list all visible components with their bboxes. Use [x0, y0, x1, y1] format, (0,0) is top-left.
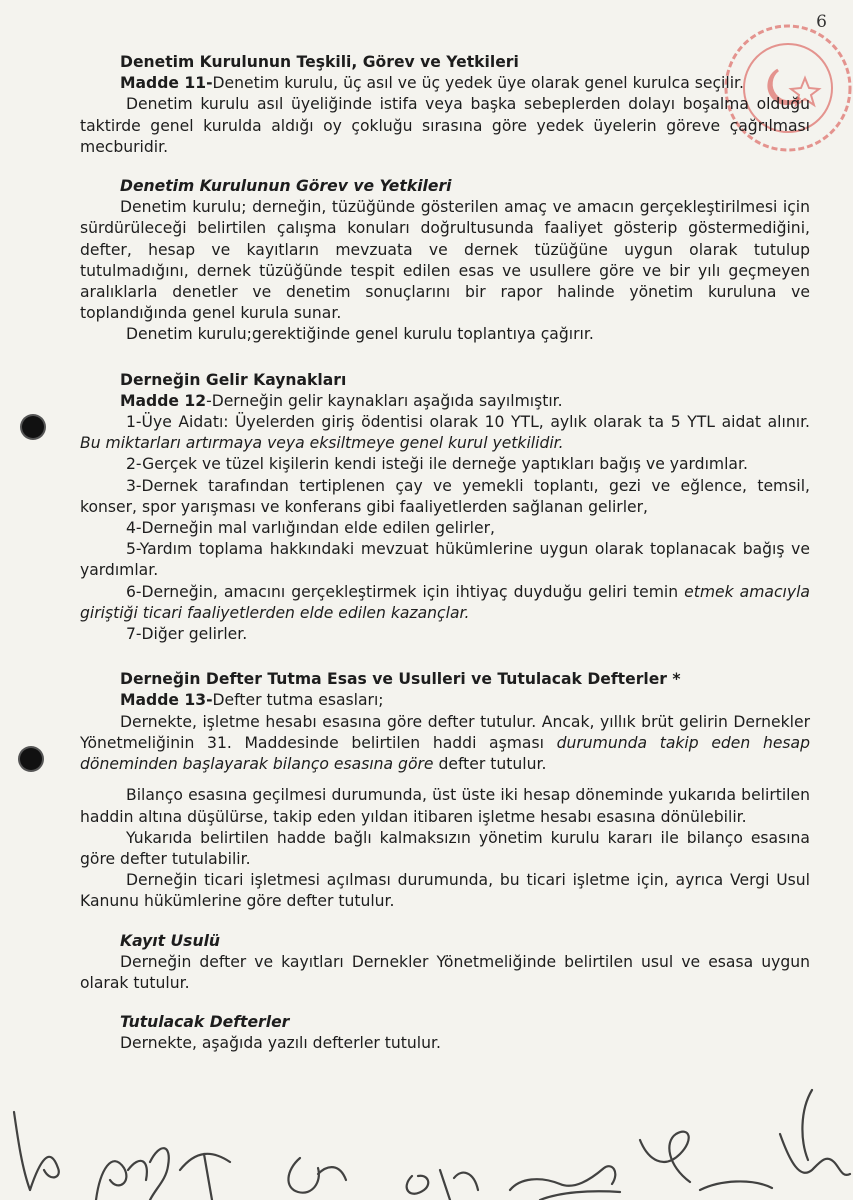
paragraph: Dernekte, işletme hesabı esasına göre defter tutulur. Ancak, yıllık brüt gelirin Dernekler Yönetmeliğinin 31. Maddesinde belirtilen haddi aşması durumunda takip eden hesap döneminden başlayarak bilanço esasına göre defter tutulur.: [80, 712, 810, 774]
paragraph: Derneğin ticari işletmesi açılması durumunda, bu ticari işletme için, ayrıca Vergi Usul Kanunu hükümlerine göre defter tutulur.: [80, 871, 810, 911]
article-text: Defter tutma esasları;: [212, 691, 384, 710]
list-item: 1-Üye Aidatı: Üyelerden giriş ödentisi olarak 10 YTL, aylık olarak ta 5 YTL aidat alınır. Bu miktarları artırmaya veya eksiltmeye genel kurul yetkilidir.: [80, 413, 810, 453]
article-paragraph: [80, 391, 810, 412]
section-heading: Tutulacak Defterler: [120, 1013, 290, 1032]
page-number: 6: [816, 12, 827, 32]
list-item: 6-Derneğin, amacını gerçekleştirmek için ihtiyaç duyduğu geliri temin etmek amacıyla giriştiği ticari faaliyetlerden elde edilen kazançlar.: [80, 582, 810, 622]
document-content: [80, 52, 810, 1055]
paragraph: Denetim kurulu asıl üyeliğinde istifa veya başka sebeplerden dolayı boşalma olduğu taktirde genel kurulda aldığı oy çokluğu sırasına göre yedek üyelerin göreve çağrılması mecburidir.: [80, 95, 810, 156]
section-heading: Denetim Kurulunun Teşkili, Görev ve Yetkileri: [120, 53, 519, 71]
paragraph: Denetim kurulu;gerektiğinde genel kurulu toplantıya çağırır.: [126, 325, 594, 344]
section-heading: Kayıt Usulü: [120, 931, 221, 950]
article-label: Madde 12: [120, 391, 207, 410]
article-label: Madde 11-: [120, 74, 213, 93]
list-item: 2-Gerçek ve tüzel kişilerin kendi isteği ile derneğe yaptıkları bağış ve yardımlar.: [126, 455, 748, 474]
section-heading: Derneğin Defter Tutma Esas ve Usulleri ve Tutulacak Defterler *: [120, 670, 681, 689]
list-item: 3-Dernek tarafından tertiplenen çay ve yemekli toplantı, gezi ve eğlence, temsil, konser, spor yarışması ve konferans gibi faaliyetlerden sağlanan gelirler,: [80, 476, 810, 516]
punch-hole-top: [22, 416, 44, 438]
article-paragraph: [80, 73, 810, 94]
paragraph: Bilanço esasına geçilmesi durumunda, üst üste iki hesap döneminde yukarıda belirtilen haddin altına düşülürse, takip eden yıldan itibaren işletme hesabı esasına dönülebilir.: [80, 786, 810, 826]
article-text: -Derneğin gelir kaynakları aşağıda sayılmıştır.: [206, 391, 563, 410]
article-label: Madde 13-: [120, 691, 213, 710]
paragraph: Dernekte, aşağıda yazılı defterler tutulur.: [120, 1034, 441, 1053]
paragraph: Denetim kurulu; derneğin, tüzüğünde gösterilen amaç ve amacın gerçekleştirilmesi için sürdürüleceği belirtilen çalışma konuları doğrultusunda faaliyet gösterip göstermediğini, defter, hesap ve kayıtların mevzuata ve dernek tüzüğüne uygun olarak tutulup tutulmadığını, dernek tüzüğünde tespit edilen esas ve usullere göre ve bir yılı geçmeyen aralıklarla denetler ve denetim sonuçlarını bir rapor halinde yönetim kuruluna ve toplandığında genel kurula sunar.: [80, 198, 810, 323]
paragraph: Derneğin defter ve kayıtları Dernekler Yönetmeliğinde belirtilen usul ve esasa uygun olarak tutulur.: [80, 952, 810, 992]
signatures-icon: [0, 1050, 853, 1200]
section-heading: Denetim Kurulunun Görev ve Yetkileri: [120, 177, 452, 196]
list-item: 4-Derneğin mal varlığından elde edilen gelirler,: [126, 519, 495, 538]
article-text: Denetim kurulu, üç asıl ve üç yedek üye olarak genel kurulca seçilir.: [212, 74, 744, 93]
punch-hole-bottom: [20, 748, 42, 770]
paragraph: Yukarıda belirtilen hadde bağlı kalmaksızın yönetim kurulu kararı ile bilanço esasına göre defter tutulabilir.: [80, 828, 810, 868]
article-paragraph: [80, 690, 810, 711]
section-heading: Derneğin Gelir Kaynakları: [120, 370, 347, 389]
list-item: 7-Diğer gelirler.: [126, 625, 248, 644]
list-item: 5-Yardım toplama hakkındaki mevzuat hükümlerine uygun olarak toplanacak bağış ve yardımlar.: [80, 540, 810, 580]
